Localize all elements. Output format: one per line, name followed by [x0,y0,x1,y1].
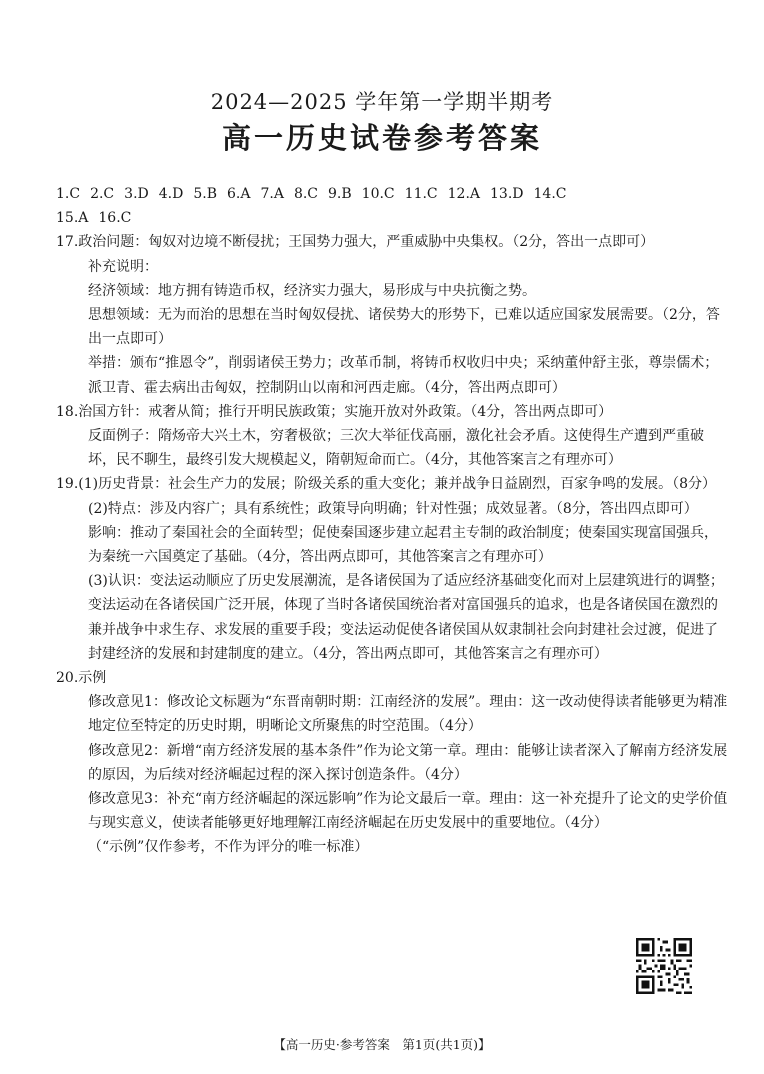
q19-features: (2)特点：涉及内容广；具有系统性；政策导向明确；针对性强；成效显著。（8分，答出四点即可） [88,500,698,517]
q17-supplement-label: 补充说明： [88,258,158,275]
q18-counter-example: 反面例子：隋炀帝大兴土木，穷奢极欲；三次大举征伐高丽，激化社会矛盾。这使得生产遭到严重破坏，民不聊生，最终引发大规模起义，隋朝短命而亡。（4分，其他答案言之有理亦可） [88,428,704,469]
q20-suggestion-1: 修改意见1：修改论文标题为“东晋南朝时期：江南经济的发展”。理由：这一改动使得读者能够更为精准地定位至特定的历史时期，明晰论文所聚焦的时空范围。（4分） [88,694,728,735]
exam-term-title: 2024—2025 学年第一学期半期考 [210,90,554,114]
choice-answer: 3.D [124,186,149,202]
choice-answer: 15.A [56,210,89,227]
choice-answer: 9.B [328,186,352,202]
q19-impact: 影响：推动了秦国社会的全面转型；促使秦国逐步建立起君主专制的政治制度；使秦国实现富国强兵，为秦统一六国奠定了基础。（4分，答出两点即可，其他答案言之有理亦可） [88,524,718,566]
answer-content [56,182,728,860]
choice-answer: 14.C [533,186,567,202]
choice-answer: 8.C [293,186,319,202]
q17-political-problems: 17.政治问题：匈奴对边境不断侵扰；王国势力强大，严重威胁中央集权。（2分，答出一点即可） [56,234,655,251]
q20-example-label: 20.示例 [56,670,107,687]
q20-suggestion-3: 修改意见3：补充“南方经济崛起的深远影响”作为论文最后一章。理由：这一补充提升了论文的史学价值与现实意义，使读者能够更好地理解江南经济崛起在历史发展中的重要地位。（4分） [88,791,728,832]
q17-measures: 举措：颁布“推恩令”，削弱诸侯王势力；改革币制，将铸币权收归中央；采纳董仲舒主张，尊崇儒术；派卫青、霍去病出击匈奴，控制阴山以南和河西走廊。（4分，答出两点即可） [88,355,719,396]
choice-answer: 10.C [361,186,395,202]
page-footer: 【高一历史·参考答案 第1页(共1页)】 [273,1037,491,1052]
choice-answer: 16.C [98,210,132,227]
q17-ideological-field: 思想领域：无为而治的思想在当时匈奴侵扰、诸侯势大的形势下，已难以适应国家发展需要。（2分，答出一点即可） [88,307,720,348]
choice-answer: 7.A [260,186,284,202]
answer-key-title: 高一历史试卷参考答案 [221,121,542,155]
choice-answers-row-2 [56,206,728,230]
q18-governing-policy: 18.治国方针：戒奢从简；推行开明民族政策；实施开放对外政策。（4分，答出两点即可） [56,403,613,420]
choice-answer: 6.A [227,186,251,202]
q20-suggestion-2: 修改意见2：新增“南方经济发展的基本条件”作为论文第一章。理由：能够让读者深入了解南方经济发展的原因，为后续对经济崛起过程的深入探讨创造条件。（4分） [88,742,728,783]
choice-answer: 2.C [90,186,115,202]
choice-answer: 4.D [158,186,184,202]
choice-answer: 5.B [193,186,217,202]
qr-code [636,938,692,994]
q19-understanding: (3)认识：变法运动顺应了历史发展潮流，是各诸侯国为了适应经济基础变化而对上层建筑进行的调整；变法运动在各诸侯国广泛开展，体现了当时各诸侯国统治者对富国强兵的追求，也是各诸侯国在激烈的兼并战争中求生存、求发展的重要手段；变法运动促使各诸侯国从奴隶制社会向封建社会过渡，促进了封建经济的发展和封建制度的建立。（4分，答出两点即可，其他答案言之有理亦可） [88,573,724,662]
q20-note: （“示例”仅作参考，不作为评分的唯一标准） [88,839,369,856]
choice-answer: 11.C [404,186,438,202]
q17-economic-field: 经济领域：地方拥有铸造币权，经济实力强大，易形成与中央抗衡之势。 [88,282,536,299]
q19-background: 19.(1)历史背景：社会生产力的发展；阶级关系的重大变化；兼并战争日益剧烈，百家争鸣的发展。（8分） [56,476,717,493]
choice-answers-row-1 [56,182,728,206]
choice-answer: 12.A [447,186,481,202]
choice-answer: 1.C [56,186,81,202]
choice-answer: 13.D [490,186,524,202]
